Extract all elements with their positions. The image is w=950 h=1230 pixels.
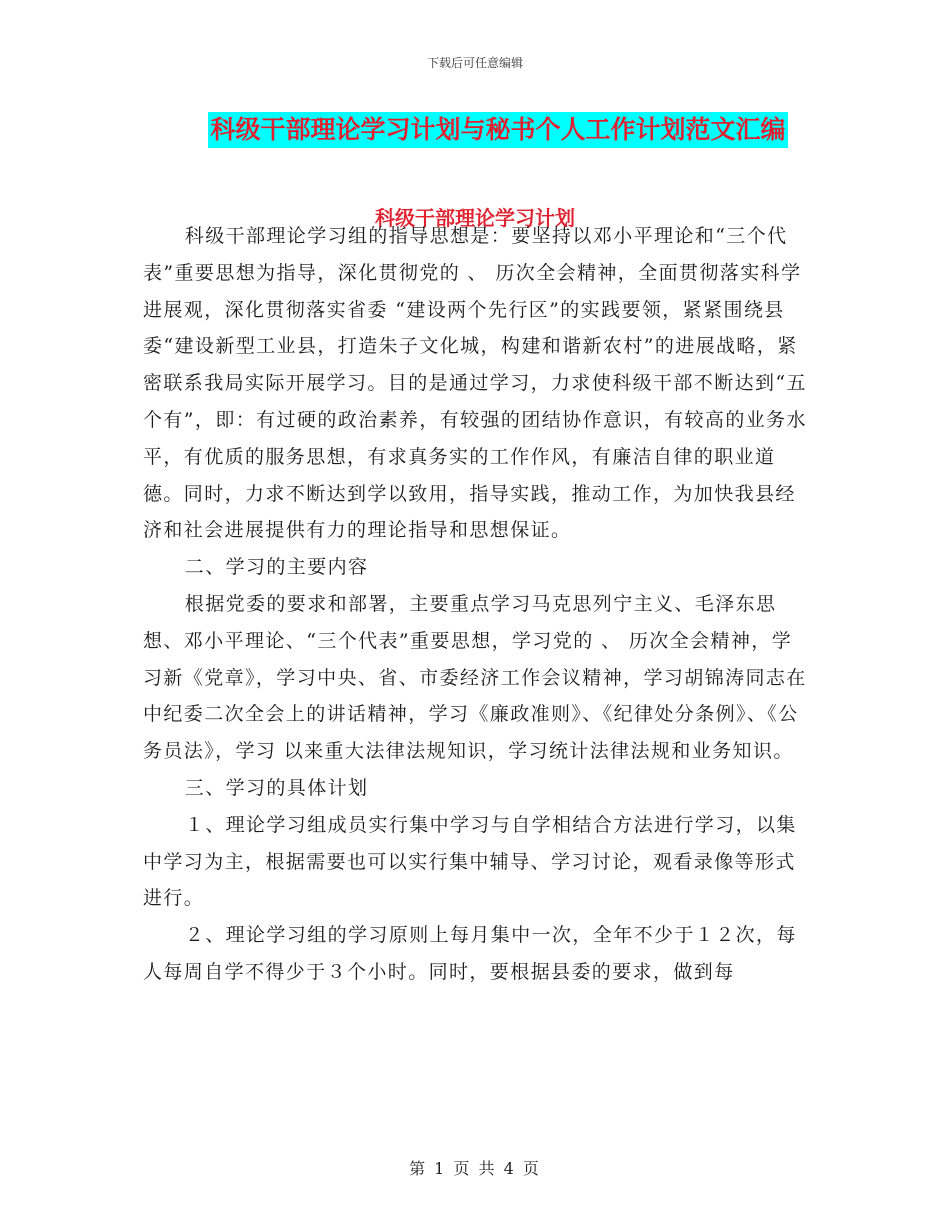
header-note: 下载后可任意编辑	[426, 56, 523, 70]
paragraph-guiding-thought: 科级干部理论学习组的指导思想是：要坚持以邓小平理论和“三个代表”重要思想为指导，深化贯彻党的 、 历次全会精神，全面贯彻落实科学进展观，深化贯彻落实省委 “建设两个先行区”的实践要领，紧紧围绕县委“建设新型工业县，打造朱子文化城，构建和谐新农村”的进展战略，紧密联系我局实际开展学习。目的是通过学习，力求使科级干部不断达到“五个有”，即：有过硬的政治素养，有较强的团结协作意识，有较高的业务水平，有优质的服务思想，有求真务实的工作作风，有廉洁自律的职业道德。同时，力求不断达到学以致用，指导实践，推动工作，为加快我县经济和社会进展提供有力的理论指导和思想保证。	[143, 225, 807, 542]
page-number-footer: 第 1 页 共 4 页	[409, 1159, 541, 1178]
paragraph-plan-item-1: １、理论学习组成员实行集中学习与自学相结合方法进行学习，以集中学习为主，根据需要也可以实行集中辅导、学习讨论，观看录像等形式进行。	[143, 813, 797, 910]
section-title: 科级干部理论学习计划	[375, 206, 575, 230]
heading-specific-plan: 三、学习的具体计划	[184, 776, 369, 799]
document-body	[143, 218, 808, 991]
paragraph-main-content: 根据党委的要求和部署，主要重点学习马克思列宁主义、毛泽东思想、邓小平理论、“三个代表”重要思想，学习党的 、 历次全会精神，学习新《党章》，学习中央、省、市委经济工作会议精神，学习胡锦涛同志在中纪委二次全会上的讲话精神，学习《廉政准则》、《纪律处分条例》、《公务员法》，学习 以来重大法律法规知识，学习统计法律法规和业务知识。	[143, 592, 807, 763]
main-title-container	[0, 112, 950, 148]
heading-main-content: 二、学习的主要内容	[184, 556, 369, 579]
paragraph-plan-item-2: ２、理论学习组的学习原则上每月集中一次，全年不少于１２次，每人每周自学不得少于３个小时。同时，要根据县委的要求，做到每	[143, 924, 797, 983]
main-title: 科级干部理论学习计划与秘书个人工作计划范文汇编	[208, 112, 787, 148]
